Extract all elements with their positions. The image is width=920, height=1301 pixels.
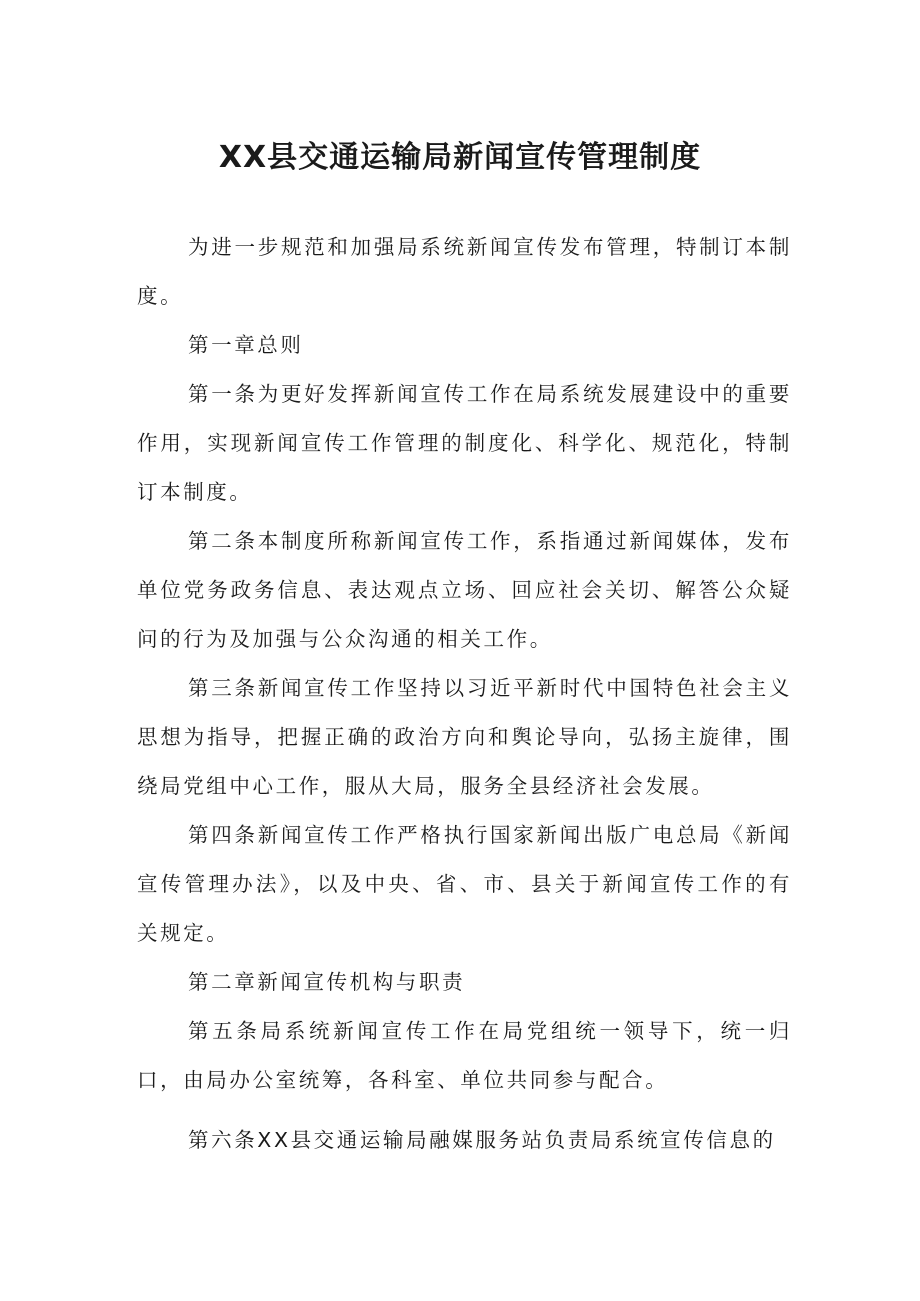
chapter-heading-1: 第一章总则 xyxy=(188,333,304,357)
article-4: 第四条新闻宣传工作严格执行国家新闻出版广电总局《新闻宣传管理办法》，以及中央、省、市、县关于新闻宣传工作的有关规定。 xyxy=(137,823,792,945)
article-1: 第一条为更好发挥新闻宣传工作在局系统发展建设中的重要作用，实现新闻宣传工作管理的制度化、科学化、规范化，特制订本制度。 xyxy=(137,382,792,504)
document-body xyxy=(137,223,792,1165)
document-title: XX县交通运输局新闻宣传管理制度 xyxy=(218,140,702,175)
article-5: 第五条局系统新闻宣传工作在局党组统一领导下，统一归口，由局办公室统筹，各科室、单位共同参与配合。 xyxy=(137,1019,792,1092)
chapter-heading-2: 第二章新闻宣传机构与职责 xyxy=(188,970,466,994)
article-6: 第六条XX县交通运输局融媒服务站负责局系统宣传信息的 xyxy=(188,1128,776,1152)
article-2: 第二条本制度所称新闻宣传工作，系指通过新闻媒体，发布单位党务政务信息、表达观点立场、回应社会关切、解答公众疑问的行为及加强与公众沟通的相关工作。 xyxy=(137,529,792,651)
article-3: 第三条新闻宣传工作坚持以习近平新时代中国特色社会主义思想为指导，把握正确的政治方向和舆论导向，弘扬主旋律，围绕局党组中心工作，服从大局，服务全县经济社会发展。 xyxy=(137,676,792,798)
paragraph-intro: 为进一步规范和加强局系统新闻宣传发布管理，特制订本制度。 xyxy=(137,235,792,308)
